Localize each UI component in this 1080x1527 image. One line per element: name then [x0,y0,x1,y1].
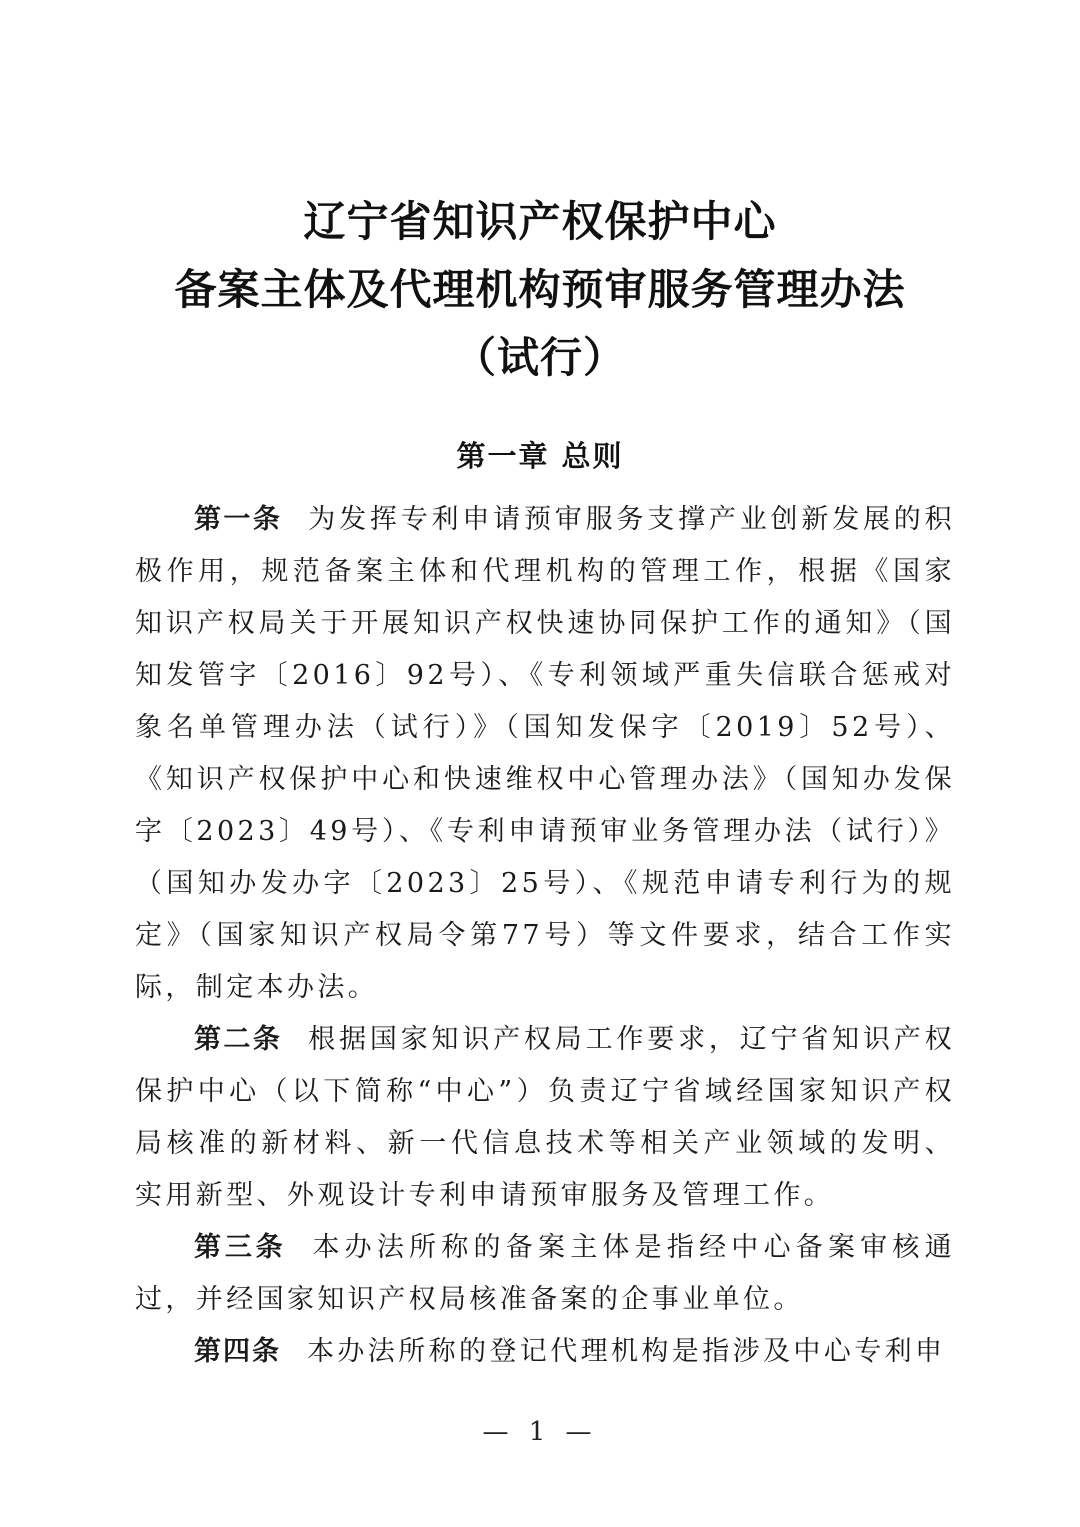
article-number: 第二条 [194,1024,283,1055]
title-line-name: 备案主体及代理机构预审服务管理办法 [174,265,906,314]
article-number: 第四条 [194,1336,281,1367]
article-2 [135,1014,955,1222]
article-4 [135,1326,955,1378]
article-number: 第三条 [194,1232,287,1263]
page-number: — 1 — [482,1417,598,1447]
title-line-trial: （试行） [453,333,626,382]
article-1 [135,494,955,1014]
document-title [0,188,1080,392]
article-text: 为发挥专利申请预审服务支撑产业创新发展的积极作用，规范备案主体和代理机构的管理工作，根据《国家知识产权局关于开展知识产权快速协同保护工作的通知》（国知发管字〔2016〕92号）、《专利领域严重失信联合惩戒对象名单管理办法（试行）》（国知发保字〔2019〕52号）、《知识产权保护中心和快速维权中心管理办法》（国知办发保字〔2023〕49号）、《专利申请预审业务管理办法（试行）》（国知办发办字〔2023〕25号）、《规范申请专利行为的规定》（国家知识产权局令第77号）等文件要求，结合工作实际，制定本办法。 [135,504,956,1003]
document-body [135,494,955,1378]
article-3 [135,1222,955,1326]
title-line-organization: 辽宁省知识产权保护中心 [303,197,777,246]
article-text: 本办法所称的备案主体是指经中心备案审核通过，并经国家知识产权局核准备案的企事业单位。 [135,1232,956,1315]
chapter-heading: 第一章 总则 [456,439,624,473]
article-text: 本办法所称的登记代理机构是指涉及中心专利申 [307,1336,946,1367]
article-text: 根据国家知识产权局工作要求，辽宁省知识产权保护中心（以下简称“中心”）负责辽宁省域经国家知识产权局核准的新材料、新一代信息技术等相关产业领域的发明、实用新型、外观设计专利申请预审服务及管理工作。 [135,1024,956,1211]
article-number: 第一条 [194,504,283,535]
